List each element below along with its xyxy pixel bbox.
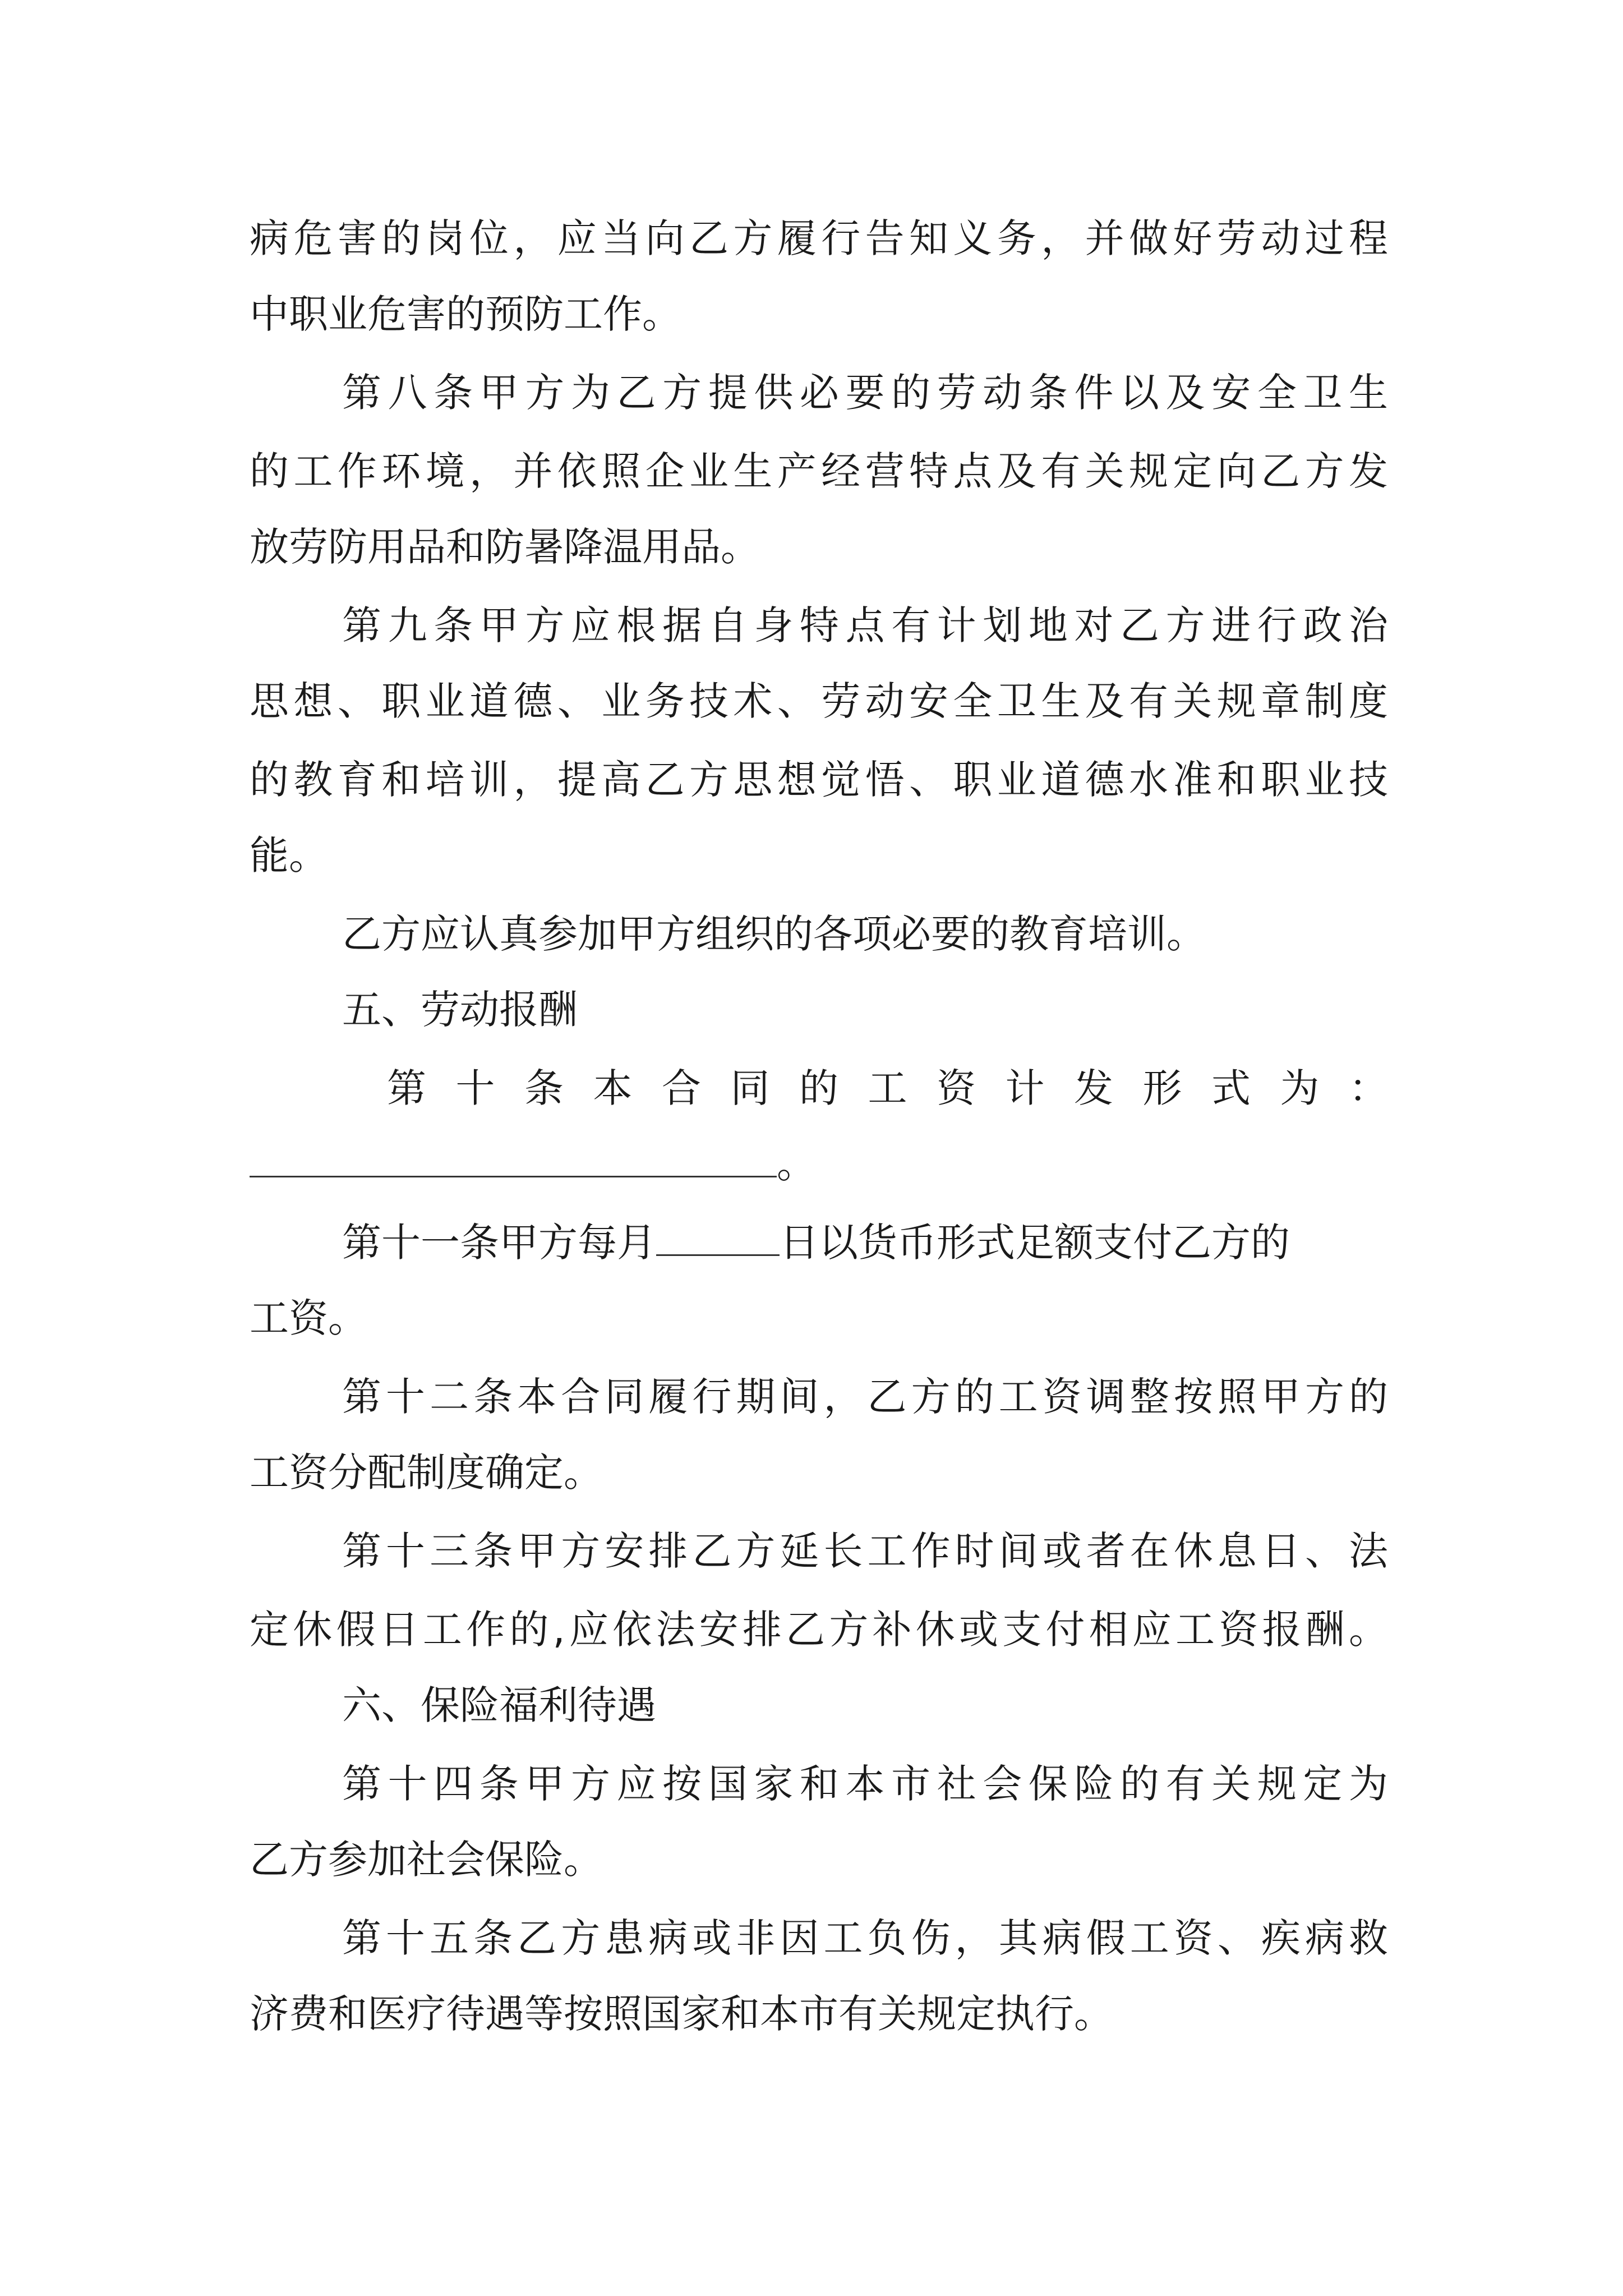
text-fragment: 日以货币形式足额支付乙方的 <box>780 1220 1290 1266</box>
text-line: 第十二条本合同履行期间，乙方的工资调整按照甲方的 <box>342 1374 1388 1420</box>
text-line: 工资分配制度确定。 <box>250 1450 603 1496</box>
text-line: 第八条甲方为乙方提供必要的劳动条件以及安全卫生 <box>342 370 1388 416</box>
fill-in-line <box>250 1139 1388 1189</box>
text-line: 放劳防用品和防暑降温用品。 <box>250 524 760 570</box>
text-line: 思想、职业道德、业务技术、劳动安全卫生及有关规章制度 <box>250 678 1388 724</box>
text-fragment: 。 <box>777 1141 816 1187</box>
text-line: 第九条甲方应根据自身特点有计划地对乙方进行政治 <box>342 602 1388 648</box>
text-line: 乙方应认真参加甲方组织的各项必要的教育培训。 <box>342 911 1206 957</box>
text-line: 中职业危害的预防工作。 <box>250 291 681 337</box>
blank-underline <box>656 1220 780 1256</box>
section-heading: 五、劳动报酬 <box>342 987 578 1033</box>
text-line: 第十五条乙方患病或非因工负伤，其病假工资、疾病救 <box>342 1915 1388 1961</box>
text-line: 第十三条甲方安排乙方延长工作时间或者在休息日、法 <box>342 1528 1388 1574</box>
text-fragment: 第十一条甲方每月 <box>342 1220 656 1266</box>
text-line: 济费和医疗待遇等按照国家和本市有关规定执行。 <box>250 1991 1113 2037</box>
blank-underline <box>250 1141 777 1177</box>
text-line: 病危害的岗位，应当向乙方履行告知义务，并做好劳动过程 <box>250 215 1388 261</box>
section-heading: 六、保险福利待遇 <box>342 1682 656 1728</box>
text-line: 的教育和培训，提高乙方思想觉悟、职业道德水准和职业技 <box>250 757 1388 803</box>
text-line: 乙方参加社会保险。 <box>250 1837 603 1883</box>
text-line: 的工作环境，并依照企业生产经营特点及有关规定向乙方发 <box>250 448 1388 494</box>
text-line: 定休假日工作的,应依法安排乙方补休或支付相应工资报酬。 <box>250 1607 1388 1653</box>
text-line: 第十四条甲方应按国家和本市社会保险的有关规定为 <box>342 1761 1388 1807</box>
text-line: 第十条本合同的工资计发形式为： <box>387 1065 1388 1111</box>
text-line: 工资。 <box>250 1295 367 1341</box>
text-line: 能。 <box>250 832 328 878</box>
fill-in-line <box>342 1217 1388 1268</box>
